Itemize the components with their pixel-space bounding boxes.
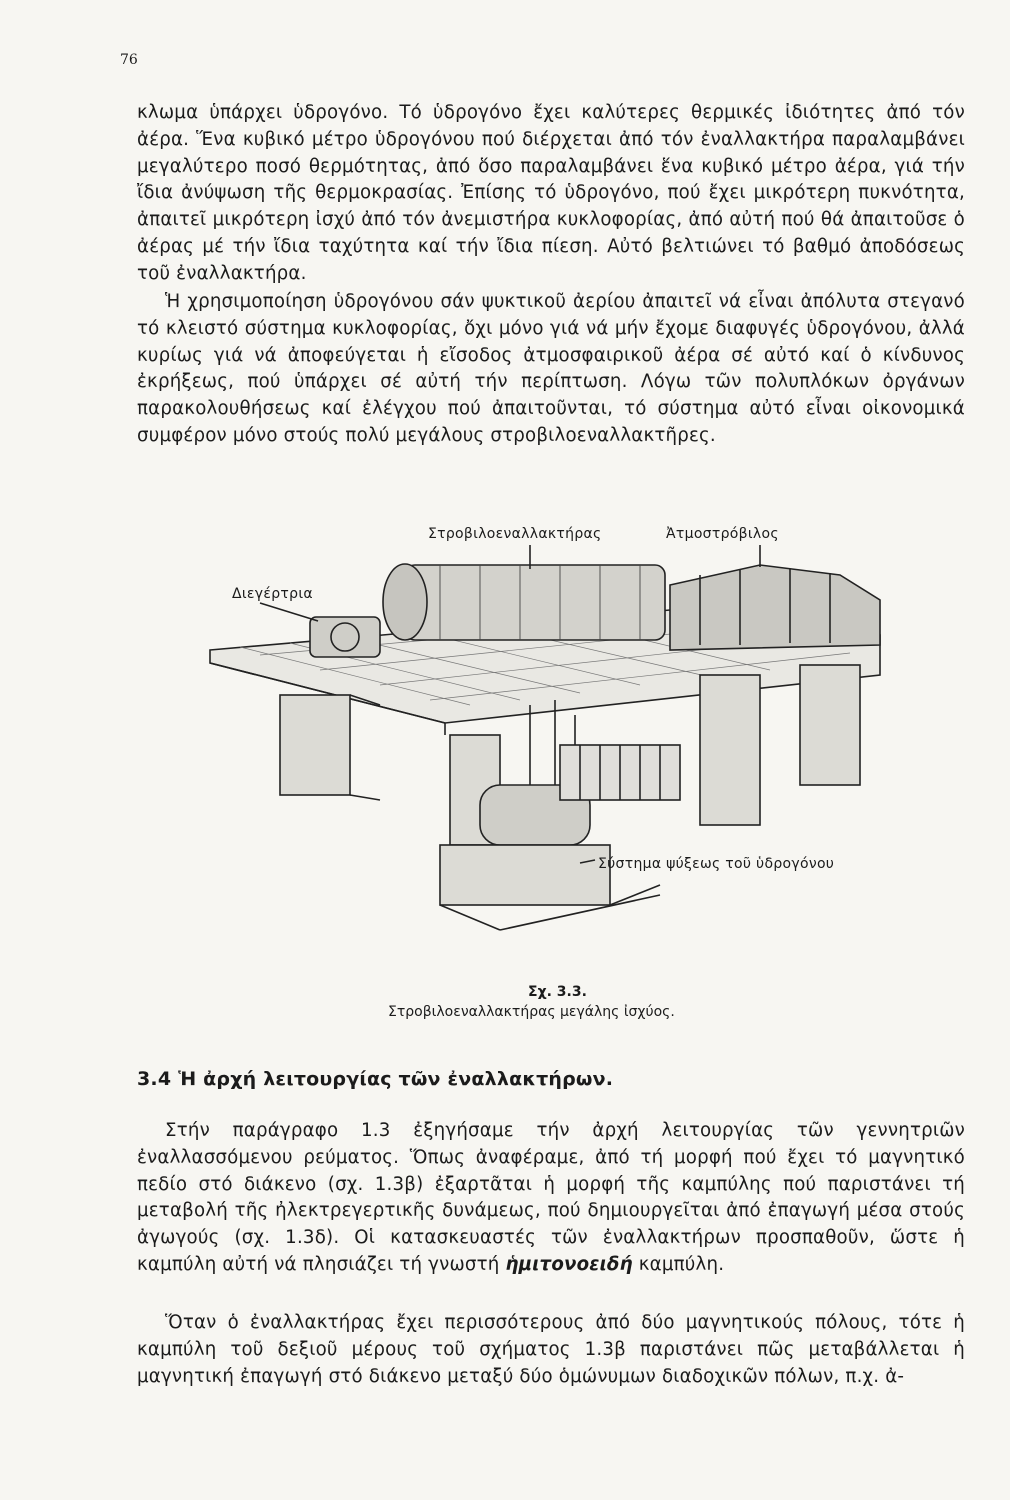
cooling-base [440,845,610,905]
paragraph-operating-principle [137,1118,965,1279]
p3-text-after: καμπύλη. [632,1253,725,1275]
figure-number: Σχ. 3.3. [528,984,587,1000]
label-steam-turbine: Ἀτμοστρόβιλος [666,526,779,542]
section-heading: 3.4 Ἡ ἀρχή λειτουργίας τῶν ἐναλλακτήρων. [137,1068,614,1090]
label-exciter: Διεγέρτρια [232,586,313,602]
support-column-right [700,675,760,825]
turbine-casing [670,565,880,650]
leader-exciter [260,603,318,621]
figure-caption: Στροβιλοεναλλακτήρας μεγάλης ἰσχύος. [388,1004,675,1020]
paragraph-hydrogen-properties: κλωμα ὑπάρχει ὑδρογόνο. Τό ὑδρογόνο ἔχει καλύτερες θερμικές ἰδιότητες ἀπό τόν ἀέρα. Ἕνα κυβικό μέτρο ὑδρογόνου πού διέρχεται ἀπό τόν ἐναλλακτήρα παραλαμβάνει μεγαλύτερο ποσό θερμότητας, ἀπό ὅσο παραλαμβάνει ἕνα κυβικό μέτρο ἀέρα, γιά τήν ἴδια ἀνύψωση τῆς θερμοκρασίας. Ἐπίσης τό ὑδρογόνο, πού ἔχει μικρότερη πυκνότητα, ἀπαιτεῖ μικρότερη ἰσχύ ἀπό τόν ἀνεμιστήρα κυκλοφορίας, ἀπό αὐτή πού θά ἀπαιτοῦσε ὁ ἀέρας μέ τήν ἴδια ταχύτητα καί τήν ἴδια πίεση. Αὐτό βελτιώνει τό βαθμό ἀποδόσεως τοῦ ἐναλλακτήρα. [137,102,965,284]
support-column-left [280,695,350,795]
paragraph-multipole: Ὅταν ὁ ἐναλλακτήρας ἔχει περισσότερους ἀπό δύο μαγνητικούς πόλους, τότε ἡ καμπύλη τοῦ δεξιοῦ μέρους τοῦ σχήματος 1.3β παριστάνει πῶς μεταβάλλεται ἡ μαγνητική ἐπαγωγή στό διάκενο μεταξύ δύο ὁμώνυμων διαδοχικῶν πόλων, π.χ. ἀ- [137,1312,965,1387]
generator-end-shield [383,564,427,640]
p3-text-before: Στήν παράγραφο 1.3 ἐξηγήσαμε τήν ἀρχή λειτουργίας τῶν γεννητριῶν ἐναλλασσόμενου ρεύματος. Ὅπως ἀναφέραμε, ἀπό τή μορφή πού ἔχει τό μαγνητικό πεδίο στό διάκενο (σχ. 1.3β) ἐξαρτᾶται ἡ μορφή τῆς καμπύλης πού παριστάνει τή μεταβολή τῆς ἠλεκτρεγερτικῆς δυνάμεως, πού δημιουργεῖται ἀπό ἐπαγωγή μέσα στούς ἀγωγούς (σχ. 1.3δ). Οἱ κατασκευαστές τῶν ἐναλλακτήρων προσπαθοῦν, ὥστε ἡ καμπύλη αὐτή νά πλησιάζει τή γνωστή [137,1120,965,1275]
paragraph-hydrogen-sealing: Ἡ χρησιμοποίηση ὑδρογόνου σάν ψυκτικοῦ ἀερίου ἀπαιτεῖ νά εἶναι ἀπόλυτα στεγανό τό κλειστό σύστημα κυκλοφορίας, ὄχι μόνο γιά νά μήν ἔχομε διαφυγές ὑδρογόνου, ἀλλά κυρίως γιά νά ἀποφεύγεται ἡ εἴσοδος ἀτμοσφαιρικοῦ ἀέρα σέ αὐτό καί ὁ κίνδυνος ἐκρήξεως, πού ὑπάρχει σέ αὐτή τήν περίπτωση. Λόγω τῶν πολυπλόκων ὀργάνων παρακολουθήσεως καί ἐλέγχου πού ἀπαιτοῦνται, τό σύστημα αὐτό εἶναι οἰκονομικά συμφέρον μόνο στούς πολύ μεγάλους στροβιλοεναλλακτῆρες. [137,291,965,446]
generator-housing [405,565,665,640]
support-column-far-right [800,665,860,785]
turbo-alternator-illustration [200,545,890,945]
p3-emphasis-sinusoidal: ἡμιτονοειδή [505,1253,633,1275]
page-number: 76 [120,52,138,68]
label-cooling-system: Σύστημα ψύξεως τοῦ ὑδρογόνου [598,856,835,872]
label-turbo-alternator: Στροβιλοεναλλακτήρας [428,526,602,542]
